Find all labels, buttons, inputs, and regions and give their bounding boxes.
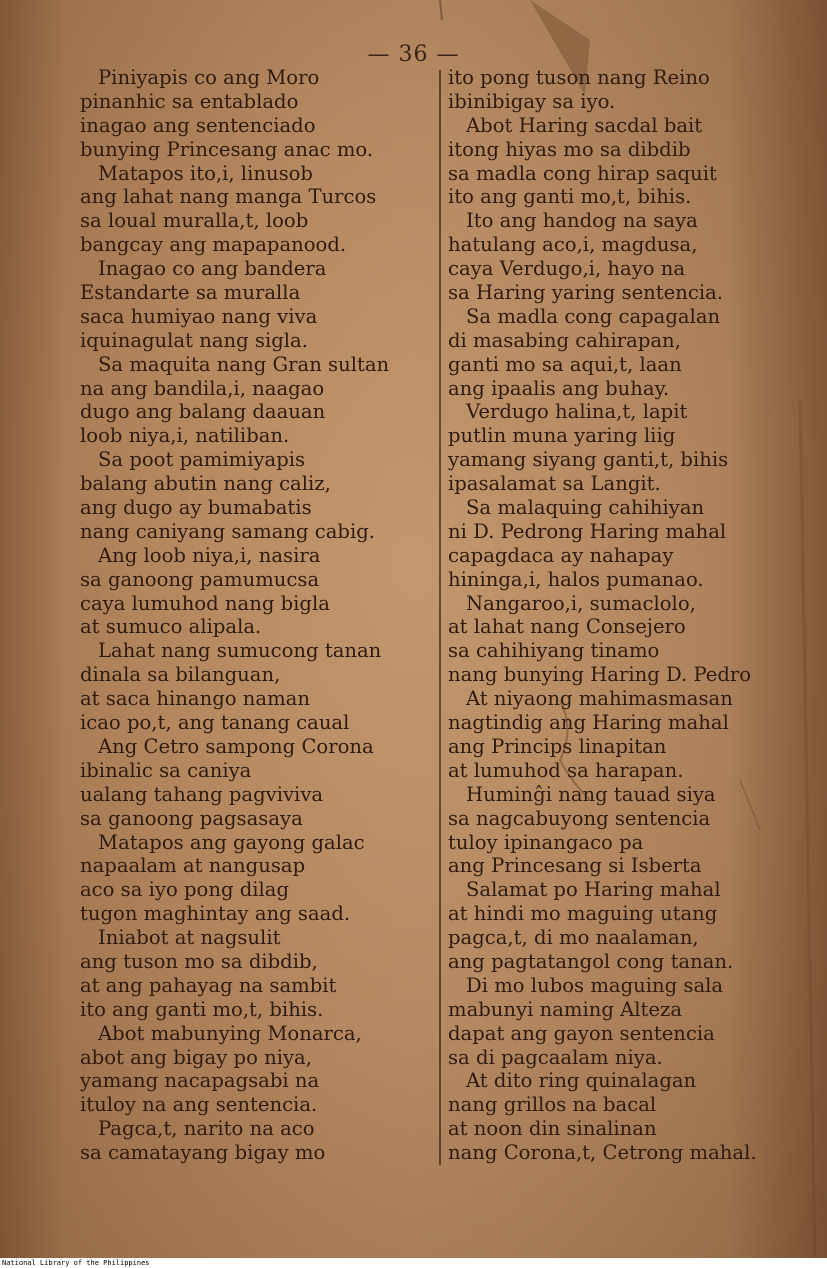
verse-line: at sumuco alipala. <box>80 615 262 639</box>
verse-line: itong hiyas mo sa dibdib <box>448 137 691 161</box>
verse-line: abot ang bigay po niya, <box>80 1045 312 1069</box>
verse-line: ibinalic sa caniya <box>80 758 252 782</box>
verse-line: Sa poot pamimiyapis <box>98 448 306 472</box>
footer-credit: National Library of the Philippines <box>2 1259 150 1267</box>
verse-line: dapat ang gayon sentencia <box>448 1021 715 1045</box>
verse-line: ito ang ganti mo,t, bihis. <box>80 997 324 1021</box>
verse-line: ito pong tuson nang Reino <box>448 66 710 89</box>
verse-line: sa ganoong pamumucsa <box>80 567 320 591</box>
verse-line: icao po,t, ang tanang caual <box>80 711 350 735</box>
verse-line: ito ang ganti mo,t, bihis. <box>448 185 692 209</box>
verse-line: ang dugo ay bumabatis <box>80 496 312 520</box>
verse-line: Abot mabunying Monarca, <box>98 1021 362 1045</box>
verse-line: sa Haring yaring sentencia. <box>448 281 724 305</box>
verse-line: aco sa iyo pong dilag <box>80 878 290 902</box>
verse-line: ualang tahang pagviviva <box>80 782 324 806</box>
verse-line: Di mo lubos maguing sala <box>466 973 724 997</box>
verse-line: ang lahat nang manga Turcos <box>80 185 377 209</box>
verse-line: at lahat nang Consejero <box>448 615 686 639</box>
verse-line: Ito ang handog na saya <box>466 209 698 233</box>
verse-line: napaalam at nangusap <box>80 854 306 878</box>
verse-line: at saca hinango naman <box>80 687 310 711</box>
verse-line: Inagao co ang bandera <box>98 257 327 281</box>
page-number: — 36 — <box>367 42 460 67</box>
verse-line: Sa maquita nang Gran sultan <box>98 352 390 376</box>
verse-line: putlin muna yaring liig <box>448 424 676 448</box>
verse-line: hininga,i, halos pumanao. <box>448 567 704 591</box>
verse-line: capagdaca ay nahapay <box>448 543 674 567</box>
verse-line: hatulang aco,i, magdusa, <box>448 233 698 257</box>
verse-line: at hindi mo maguing utang <box>448 902 718 926</box>
verse-line: ang pagtatangol cong tanan. <box>448 949 734 973</box>
right-column <box>448 66 818 1165</box>
verse-line: Nangaroo,i, sumaclolo, <box>466 591 696 615</box>
verse-line: nang Corona,t, Cetrong mahal. <box>448 1141 757 1165</box>
verse-line: Estandarte sa muralla <box>80 281 301 305</box>
verse-line: Ang loob niya,i, nasira <box>98 543 321 567</box>
verse-line: sa loual muralla,t, loob <box>80 209 309 233</box>
verse-line: Ang Cetro sampong Corona <box>98 734 374 758</box>
column-divider <box>439 70 441 1165</box>
verse-line: sa di pagcaalam niya. <box>448 1045 663 1069</box>
verse-line: at ang pahayag na sambit <box>80 973 337 997</box>
verse-line: loob niya,i, natiliban. <box>80 424 290 448</box>
verse-line: at noon din sinalinan <box>448 1117 657 1141</box>
verse-line: nagtindig ang Haring mahal <box>448 711 729 735</box>
verse-line: tuloy ipinangaco pa <box>448 830 644 854</box>
verse-line: sa nagcabuyong sentencia <box>448 806 711 830</box>
verse-line: ituloy na ang sentencia. <box>80 1093 318 1117</box>
verse-line: bunying Princesang anac mo. <box>80 137 374 161</box>
verse-line: Piniyapis co ang Moro <box>98 66 320 89</box>
verse-line: Iniabot at nagsulit <box>98 926 281 950</box>
verse-line: yamang nacapagsabi na <box>80 1069 320 1093</box>
verse-line: sa ganoong pagsasaya <box>80 806 303 830</box>
verse-line: Huminĝi nang tauad siya <box>466 782 716 806</box>
verse-line: Verdugo halina,t, lapit <box>466 400 688 424</box>
verse-line: sa madla cong hirap saquit <box>448 161 717 185</box>
verse-line: Salamat po Haring mahal <box>466 878 721 902</box>
verse-line: sa camatayang bigay mo <box>80 1141 326 1165</box>
verse-line: bangcay ang mapapanood. <box>80 233 347 257</box>
verse-line: nang caniyang samang cabig. <box>80 519 375 543</box>
verse-line: At dito ring quinalagan <box>466 1069 697 1093</box>
left-column <box>80 66 435 1165</box>
verse-line: nang grillos na bacal <box>448 1093 657 1117</box>
verse-line: Lahat nang sumucong tanan <box>98 639 382 663</box>
verse-line: Sa madla cong capagalan <box>466 304 721 328</box>
verse-line: caya lumuhod nang bigla <box>80 591 330 615</box>
verse-line: iquinagulat nang sigla. <box>80 328 308 352</box>
verse-line: Abot Haring sacdal bait <box>466 113 703 137</box>
verse-line: ang Princips linapitan <box>448 734 667 758</box>
verse-line: tugon maghintay ang saad. <box>80 902 351 926</box>
verse-line: ganti mo sa aqui,t, laan <box>448 352 682 376</box>
verse-line: Pagca,t, narito na aco <box>98 1117 315 1141</box>
verse-line: ibinibigay sa iyo. <box>448 89 616 113</box>
verse-line: mabunyi naming Alteza <box>448 997 683 1021</box>
verse-line: sa cahihiyang tinamo <box>448 639 660 663</box>
verse-line: Sa malaquing cahihiyan <box>466 496 705 520</box>
verse-line: caya Verdugo,i, hayo na <box>448 257 686 281</box>
verse-line: pinanhic sa entablado <box>80 89 299 113</box>
verse-line: Matapos ang gayong galac <box>98 830 365 854</box>
verse-line: pagca,t, di mo naalaman, <box>448 926 699 950</box>
verse-line: at lumuhod sa harapan. <box>448 758 684 782</box>
verse-line: nang bunying Haring D. Pedro <box>448 663 752 687</box>
verse-line: Matapos ito,i, linusob <box>98 161 313 185</box>
verse-line: inagao ang sentenciado <box>80 113 316 137</box>
verse-line: ipasalamat sa Langit. <box>448 472 661 496</box>
verse-line: dugo ang balang daauan <box>80 400 326 424</box>
verse-line: balang abutin nang caliz, <box>80 472 331 496</box>
verse-line: At niyaong mahimasmasan <box>466 687 733 711</box>
verse-line: di masabing cahirapan, <box>448 328 681 352</box>
verse-line: ang tuson mo sa dibdib, <box>80 949 318 973</box>
verse-line: na ang bandila,i, naagao <box>80 376 325 400</box>
verse-line: saca humiyao nang viva <box>80 304 318 328</box>
verse-line: ang ipaalis ang buhay. <box>448 376 670 400</box>
verse-line: ang Princesang si Isberta <box>448 854 702 878</box>
verse-line: dinala sa bilanguan, <box>80 663 281 687</box>
verse-line: ni D. Pedrong Haring mahal <box>448 519 727 543</box>
verse-line: yamang siyang ganti,t, bihis <box>448 448 729 472</box>
